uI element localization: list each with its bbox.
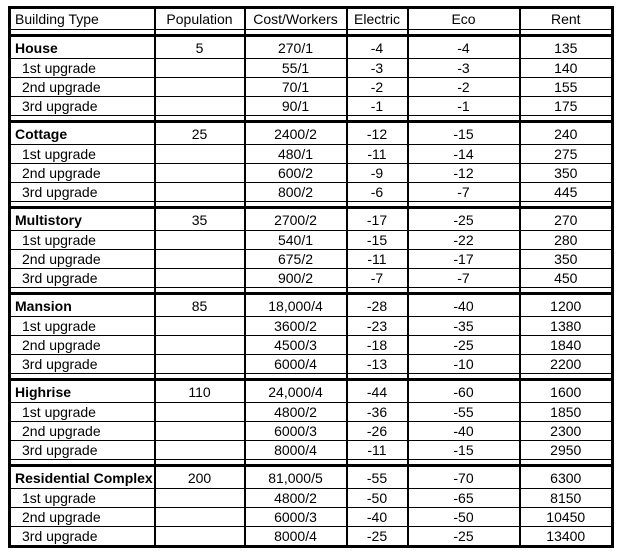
cell-electric: -15 (347, 231, 408, 250)
cell-population (155, 145, 245, 164)
cell-name: 1st upgrade (10, 59, 155, 78)
cell-cost: 2700/2 (245, 208, 347, 231)
cell-rent: 280 (520, 231, 613, 250)
cell-cost: 900/2 (245, 269, 347, 288)
building-row (10, 294, 613, 317)
cell-eco: -7 (408, 183, 520, 202)
cell-name: House (10, 36, 155, 59)
cell-eco: -15 (408, 122, 520, 145)
upgrade-row (10, 164, 613, 183)
cell-rent: 445 (520, 183, 613, 202)
cell-electric: -2 (347, 78, 408, 97)
cell-rent: 1600 (520, 380, 613, 403)
cell-cost: 480/1 (245, 145, 347, 164)
cell-name: Multistory (10, 208, 155, 231)
column-header-electric: Electric (347, 8, 408, 30)
cell-cost: 18,000/4 (245, 294, 347, 317)
cell-rent: 240 (520, 122, 613, 145)
cell-electric: -40 (347, 508, 408, 527)
upgrade-row (10, 269, 613, 288)
cell-population (155, 422, 245, 441)
cell-electric: -12 (347, 122, 408, 145)
header-row (10, 8, 613, 30)
cell-electric: -28 (347, 294, 408, 317)
cell-name: 1st upgrade (10, 489, 155, 508)
cell-rent: 135 (520, 36, 613, 59)
cell-eco: -22 (408, 231, 520, 250)
building-section (10, 374, 613, 460)
cell-name: 1st upgrade (10, 231, 155, 250)
cell-cost: 81,000/5 (245, 466, 347, 489)
cell-eco: -10 (408, 355, 520, 374)
cell-cost: 24,000/4 (245, 380, 347, 403)
cell-electric: -23 (347, 317, 408, 336)
cell-name: 3rd upgrade (10, 269, 155, 288)
cell-cost: 6000/4 (245, 355, 347, 374)
cell-electric: -13 (347, 355, 408, 374)
cell-cost: 4800/2 (245, 403, 347, 422)
cell-eco: -60 (408, 380, 520, 403)
cell-cost: 270/1 (245, 36, 347, 59)
cell-rent: 2950 (520, 441, 613, 460)
cell-population: 110 (155, 380, 245, 403)
cell-population (155, 231, 245, 250)
cell-population: 35 (155, 208, 245, 231)
cell-electric: -17 (347, 208, 408, 231)
cell-cost: 2400/2 (245, 122, 347, 145)
cell-population (155, 403, 245, 422)
cell-rent: 175 (520, 97, 613, 116)
cell-cost: 8000/4 (245, 527, 347, 547)
cell-population (155, 441, 245, 460)
column-header-rent: Rent (520, 8, 613, 30)
upgrade-row (10, 231, 613, 250)
cell-rent: 275 (520, 145, 613, 164)
cell-rent: 10450 (520, 508, 613, 527)
upgrade-row (10, 355, 613, 374)
cell-name: 2nd upgrade (10, 250, 155, 269)
cell-eco: -2 (408, 78, 520, 97)
cell-name: 3rd upgrade (10, 441, 155, 460)
cell-name: 2nd upgrade (10, 78, 155, 97)
cell-cost: 70/1 (245, 78, 347, 97)
column-header-population: Population (155, 8, 245, 30)
cell-name: Residential Complex (10, 466, 155, 489)
cell-rent: 140 (520, 59, 613, 78)
cell-electric: -11 (347, 250, 408, 269)
cell-cost: 600/2 (245, 164, 347, 183)
cell-eco: -70 (408, 466, 520, 489)
building-section (10, 30, 613, 116)
building-row (10, 208, 613, 231)
cell-rent: 8150 (520, 489, 613, 508)
cell-eco: -4 (408, 36, 520, 59)
cell-electric: -50 (347, 489, 408, 508)
building-section (10, 288, 613, 374)
upgrade-row (10, 508, 613, 527)
building-stats-table (8, 6, 614, 548)
cell-electric: -26 (347, 422, 408, 441)
upgrade-row (10, 441, 613, 460)
building-section (10, 202, 613, 288)
upgrade-row (10, 527, 613, 547)
cell-name: 3rd upgrade (10, 183, 155, 202)
cell-electric: -25 (347, 527, 408, 547)
cell-rent: 6300 (520, 466, 613, 489)
cell-rent: 1200 (520, 294, 613, 317)
cell-name: 2nd upgrade (10, 422, 155, 441)
cell-name: 3rd upgrade (10, 97, 155, 116)
cell-name: 1st upgrade (10, 403, 155, 422)
upgrade-row (10, 78, 613, 97)
cell-rent: 1380 (520, 317, 613, 336)
upgrade-row (10, 403, 613, 422)
cell-rent: 350 (520, 250, 613, 269)
cell-eco: -17 (408, 250, 520, 269)
cell-rent: 155 (520, 78, 613, 97)
cell-electric: -55 (347, 466, 408, 489)
cell-population (155, 508, 245, 527)
cell-eco: -25 (408, 336, 520, 355)
cell-eco: -40 (408, 294, 520, 317)
cell-population: 200 (155, 466, 245, 489)
cell-name: 2nd upgrade (10, 336, 155, 355)
cell-cost: 675/2 (245, 250, 347, 269)
cell-cost: 540/1 (245, 231, 347, 250)
cell-electric: -6 (347, 183, 408, 202)
cell-population (155, 489, 245, 508)
cell-population (155, 527, 245, 547)
cell-name: 1st upgrade (10, 317, 155, 336)
cell-eco: -40 (408, 422, 520, 441)
cell-electric: -11 (347, 441, 408, 460)
cell-name: Highrise (10, 380, 155, 403)
upgrade-row (10, 145, 613, 164)
cell-electric: -18 (347, 336, 408, 355)
cell-cost: 90/1 (245, 97, 347, 116)
cell-cost: 4800/2 (245, 489, 347, 508)
upgrade-row (10, 317, 613, 336)
cell-population (155, 78, 245, 97)
cell-eco: -55 (408, 403, 520, 422)
cell-rent: 350 (520, 164, 613, 183)
cell-electric: -44 (347, 380, 408, 403)
cell-name: 2nd upgrade (10, 508, 155, 527)
cell-rent: 2300 (520, 422, 613, 441)
cell-eco: -25 (408, 527, 520, 547)
cell-population (155, 183, 245, 202)
cell-population (155, 59, 245, 78)
cell-name: 3rd upgrade (10, 355, 155, 374)
cell-electric: -11 (347, 145, 408, 164)
cell-rent: 2200 (520, 355, 613, 374)
cell-eco: -25 (408, 208, 520, 231)
upgrade-row (10, 489, 613, 508)
cell-eco: -50 (408, 508, 520, 527)
table-header (10, 8, 613, 30)
cell-population (155, 97, 245, 116)
cell-rent: 1840 (520, 336, 613, 355)
cell-eco: -65 (408, 489, 520, 508)
cell-name: 3rd upgrade (10, 527, 155, 547)
cell-name: Cottage (10, 122, 155, 145)
cell-population (155, 164, 245, 183)
cell-rent: 1850 (520, 403, 613, 422)
cell-cost: 6000/3 (245, 508, 347, 527)
upgrade-row (10, 59, 613, 78)
cell-eco: -7 (408, 269, 520, 288)
building-row (10, 380, 613, 403)
cell-population: 85 (155, 294, 245, 317)
cell-electric: -1 (347, 97, 408, 116)
cell-eco: -15 (408, 441, 520, 460)
cell-population (155, 317, 245, 336)
cell-eco: -35 (408, 317, 520, 336)
cell-eco: -14 (408, 145, 520, 164)
cell-name: 1st upgrade (10, 145, 155, 164)
cell-cost: 55/1 (245, 59, 347, 78)
upgrade-row (10, 422, 613, 441)
cell-eco: -12 (408, 164, 520, 183)
cell-electric: -4 (347, 36, 408, 59)
cell-population (155, 269, 245, 288)
building-row (10, 36, 613, 59)
cell-electric: -7 (347, 269, 408, 288)
building-section (10, 460, 613, 547)
building-section (10, 116, 613, 202)
upgrade-row (10, 250, 613, 269)
cell-electric: -36 (347, 403, 408, 422)
column-header-cost-workers: Cost/Workers (245, 8, 347, 30)
cell-cost: 4500/3 (245, 336, 347, 355)
cell-population: 25 (155, 122, 245, 145)
cell-name: 2nd upgrade (10, 164, 155, 183)
cell-population (155, 355, 245, 374)
cell-electric: -3 (347, 59, 408, 78)
cell-eco: -1 (408, 97, 520, 116)
cell-cost: 6000/3 (245, 422, 347, 441)
cell-rent: 13400 (520, 527, 613, 547)
cell-rent: 450 (520, 269, 613, 288)
cell-population (155, 336, 245, 355)
cell-electric: -9 (347, 164, 408, 183)
building-row (10, 466, 613, 489)
cell-eco: -3 (408, 59, 520, 78)
upgrade-row (10, 97, 613, 116)
cell-cost: 3600/2 (245, 317, 347, 336)
cell-cost: 8000/4 (245, 441, 347, 460)
cell-population: 5 (155, 36, 245, 59)
column-header-eco: Eco (408, 8, 520, 30)
upgrade-row (10, 183, 613, 202)
cell-name: Mansion (10, 294, 155, 317)
column-header-building-type: Building Type (10, 8, 155, 30)
cell-population (155, 250, 245, 269)
cell-rent: 270 (520, 208, 613, 231)
upgrade-row (10, 336, 613, 355)
building-row (10, 122, 613, 145)
cell-cost: 800/2 (245, 183, 347, 202)
